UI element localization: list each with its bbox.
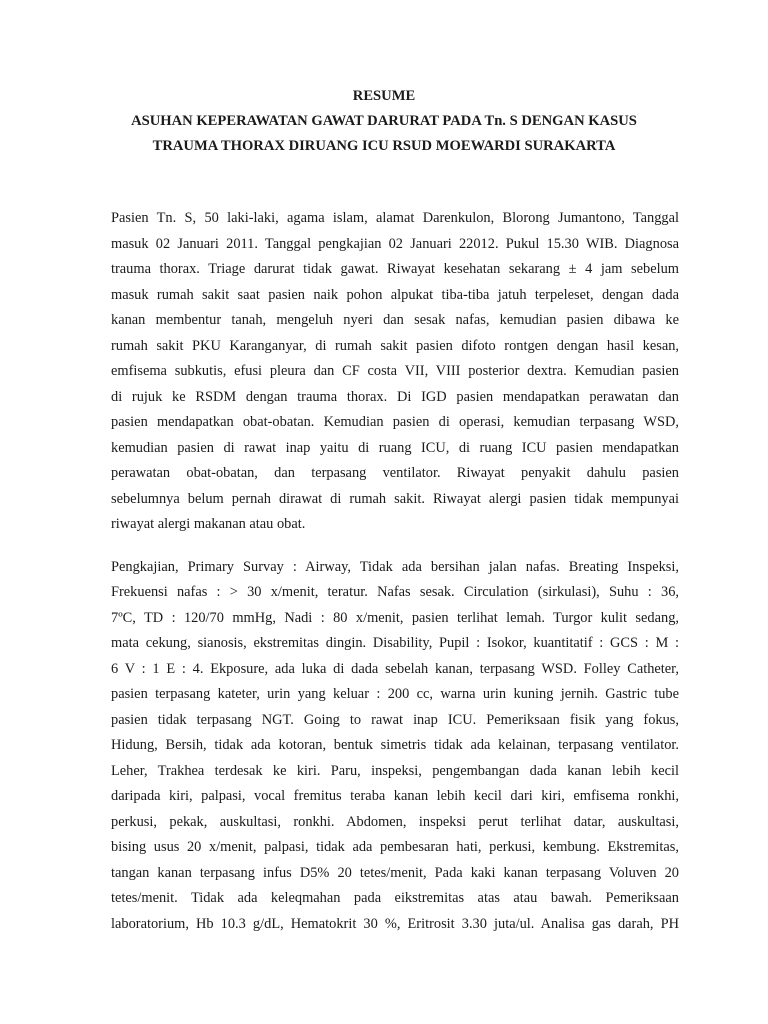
title-line: RESUME	[352, 88, 416, 104]
text-line: 6 V : 1 E : 4. Ekposure, ada luka di dada sebelah kanan, terpasang WSD. Folley Catheter,	[111, 660, 679, 677]
paragraph-patient-history	[111, 206, 679, 538]
text-line: emfisema subkutis, efusi pleura dan CF costa VII, VIII posterior dextra. Kemudian pasien	[111, 363, 679, 379]
paragraph-assessment	[111, 555, 679, 938]
text-line: laboratorium, Hb 10.3 g/dL, Hematokrit 30 %, Eritrosit 3.30 juta/ul. Analisa gas darah, PH	[111, 915, 679, 932]
text-line: pasien mendapatkan obat-obatan. Kemudian pasien di operasi, kemudian terpasang WSD,	[111, 414, 679, 430]
text-line: Hidung, Bersih, tidak ada kotoran, bentuk simetris tidak ada kelainan, terpasang ventilator.	[111, 737, 679, 753]
text-line: bising usus 20 x/menit, palpasi, tidak ada pembesaran hati, perkusi, kembung. Ekstremitas,	[111, 839, 679, 855]
text-line: rumah sakit PKU Karanganyar, di rumah sakit pasien difoto rontgen dengan hasil kesan,	[111, 337, 679, 354]
text-line: Pasien Tn. S, 50 laki-laki, agama islam, alamat Darenkulon, Blorong Jumantono, Tanggal	[111, 210, 679, 226]
text-line: sebelumnya belum pernah dirawat di rumah sakit. Riwayat alergi pasien tidak mempunyai	[111, 490, 679, 507]
text-line: di rujuk ke RSDM dengan trauma thorax. Di IGD pasien mendapatkan perawatan dan	[111, 388, 679, 405]
text-line: riwayat alergi makanan atau obat.	[111, 516, 306, 532]
document-title	[0, 84, 768, 159]
text-line: tangan kanan terpasang infus D5% 20 tetes/menit, Pada kaki kanan terpasang Voluven 20	[111, 864, 679, 881]
document-body	[111, 206, 679, 954]
text-line: perkusi, pekak, auskultasi, ronkhi. Abdomen, inspeksi perut terlihat datar, auskultasi,	[111, 813, 679, 830]
text-line: masuk rumah sakit saat pasien naik pohon alpukat tiba-tiba jatuh terpeleset, dengan dada	[111, 286, 679, 303]
text-line: pasien terpasang kateter, urin yang keluar : 200 cc, warna urin kuning jernih. Gastric tube	[111, 686, 679, 702]
text-line: kemudian pasien di rawat inap yaitu di ruang ICU, di ruang ICU pasien mendapatkan	[111, 439, 679, 456]
text-line: masuk 02 Januari 2011. Tanggal pengkajian 02 Januari 22012. Pukul 15.30 WIB. Diagnosa	[111, 235, 679, 252]
text-line: daripada kiri, palpasi, vocal fremitus teraba kanan lebih kecil dari kiri, emfisema ronkhi,	[111, 788, 679, 804]
text-line: trauma thorax. Triage darurat tidak gawat. Riwayat kesehatan sekarang ± 4 jam sebelum	[111, 261, 679, 277]
text-line: mata cekung, sianosis, ekstremitas dingin. Disability, Pupil : Isokor, kuantitatif : GCS : M :	[111, 635, 679, 651]
text-line: Frekuensi nafas : > 30 x/menit, teratur. Nafas sesak. Circulation (sirkulasi), Suhu : 36,	[111, 584, 679, 600]
text-line: pasien tidak terpasang NGT. Going to rawat inap ICU. Pemeriksaan fisik yang fokus,	[111, 711, 679, 728]
text-line: perawatan obat-obatan, dan terpasang ventilator. Riwayat penyakit dahulu pasien	[111, 465, 679, 481]
title-line: ASUHAN KEPERAWATAN GAWAT DARURAT PADA Tn. S DENGAN KASUS	[131, 113, 637, 129]
text-line: Pengkajian, Primary Survay : Airway, Tidak ada bersihan jalan nafas. Breating Inspeksi,	[111, 558, 679, 575]
text-line: kanan membentur tanah, mengeluh nyeri dan sesak nafas, kemudian pasien dibawa ke	[111, 312, 679, 328]
text-line: 7ºC, TD : 120/70 mmHg, Nadi : 80 x/menit, pasien terlihat lemah. Turgor kulit sedang,	[111, 609, 679, 626]
title-line: TRAUMA THORAX DIRUANG ICU RSUD MOEWARDI SURAKARTA	[152, 138, 616, 154]
text-line: Leher, Trakhea terdesak ke kiri. Paru, inspeksi, pengembangan dada kanan lebih kecil	[111, 762, 679, 779]
text-line: tetes/menit. Tidak ada keleqmahan pada eikstremitas atas atau bawah. Pemeriksaan	[111, 890, 679, 906]
